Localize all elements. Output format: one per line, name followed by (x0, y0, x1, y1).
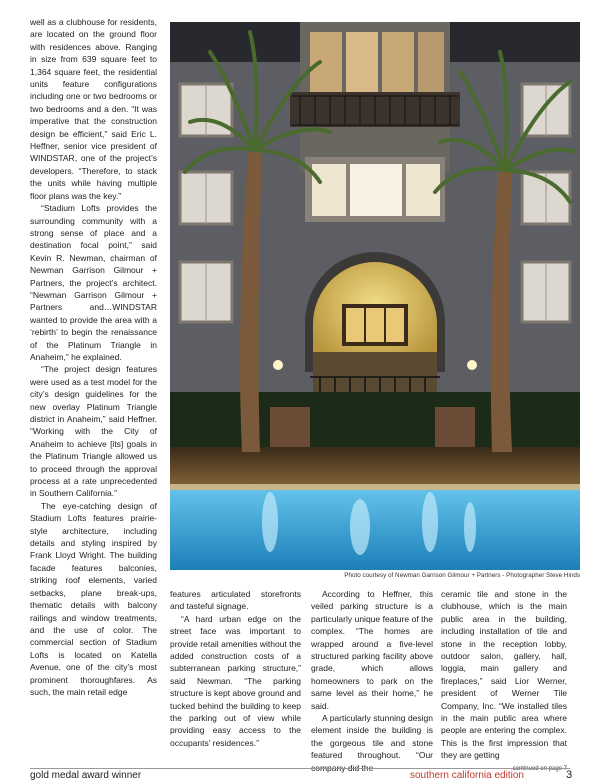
paragraph: A particularly stunning design element inside the building is the gorgeous tile and stone featured throughout. “Our company did the (311, 713, 433, 773)
footer-publication: gold medal award winner (30, 770, 142, 781)
paragraph: “Stadium Lofts provides the surrounding community with a strong sense of place and a destination focal point,” said Kevin R. Newman, chairman of Newman Garrison Gilmour + Partners, the project’s architect. “Newman Garrison Gilmour + Partners and…WINDSTAR wanted to provide the area with a ‘rebirth’ to begin the renaissance of the Platinum Triangle in Anaheim,” he explained. (30, 203, 157, 362)
article-column-2 (170, 588, 301, 749)
paragraph: According to Heffner, this veiled parking structure is a particularly unique feature of the complex. “The homes are wrapped around a five-level structured parking facility above grade, which allows homeowners to park on the same level as their home,” he said. (311, 589, 433, 711)
building-photo (170, 22, 580, 570)
footer-edition: southern california edition (410, 770, 524, 781)
photo-caption: Photo courtesy of Newman Garrison Gilmour + Partners - Photographer Steve Hinds (344, 572, 580, 579)
paragraph: “A hard urban edge on the street face was important to provide retail amenities without the added construction costs of a subterranean parking structure,” said Newman. “The parking structure is kept above ground and tucked behind the building to keep the parking out of view while providing easy access to the occupants’ residences.” (170, 613, 301, 748)
paragraph: well as a clubhouse for residents, are located on the ground floor with residences above. Ranging in size from 639 square feet to 1,364 square feet, the residential units feature configurations including one or two bedrooms or two bedrooms and a den. “It was imperative that the construction design be efficient,” said Eric L. Heffner, senior vice president of WINDSTAR, one of the project’s developers. “Therefore, to stack the units while having multiple floor plans was the key.” (30, 17, 157, 201)
paragraph: “The project design features were used as a test model for the city’s design guidelines for the new overlay Platinum Triangle district in Anaheim,” said Heffner. “Working with the City of Anaheim to achieve [its] goals in the Platinum Triangle allowed us to proceed through the approval process at a rate unprecedented in Southern California.” (30, 364, 157, 499)
paragraph: The eye-catching design of Stadium Lofts features prairie-style architecture, including details and styling inspired by Frank Lloyd Wright. The building facade features balconies, striking roof elements, varied setbacks, plane break-ups, thematic details with balcony railings and window treatments, and the use of color. The commercial section of Stadium Lofts is located on Katella Avenue, one of the city’s most prominent thoroughfares. As such, the main retail edge (30, 500, 157, 697)
continued-note: continued on page 7 (512, 765, 567, 772)
paragraph: ceramic tile and stone in the clubhouse, which is the main public area in the building, including installation of tile and stone in the reception lobby, outdoor salon, gallery, hall, loggia, main gallery and fireplaces,” said Lior Werner, president of Werner Tile Company, Inc. “We installed tiles in the main public area where people are entering the complex. This is the first impression that they are getting (441, 589, 567, 761)
article-column-4 (441, 588, 567, 775)
article-column-3 (311, 588, 433, 774)
footer-divider (30, 768, 570, 769)
paragraph: features articulated storefronts and tasteful signage. (170, 589, 301, 612)
article-column-1 (30, 16, 157, 698)
page-number: 3 (566, 769, 573, 781)
